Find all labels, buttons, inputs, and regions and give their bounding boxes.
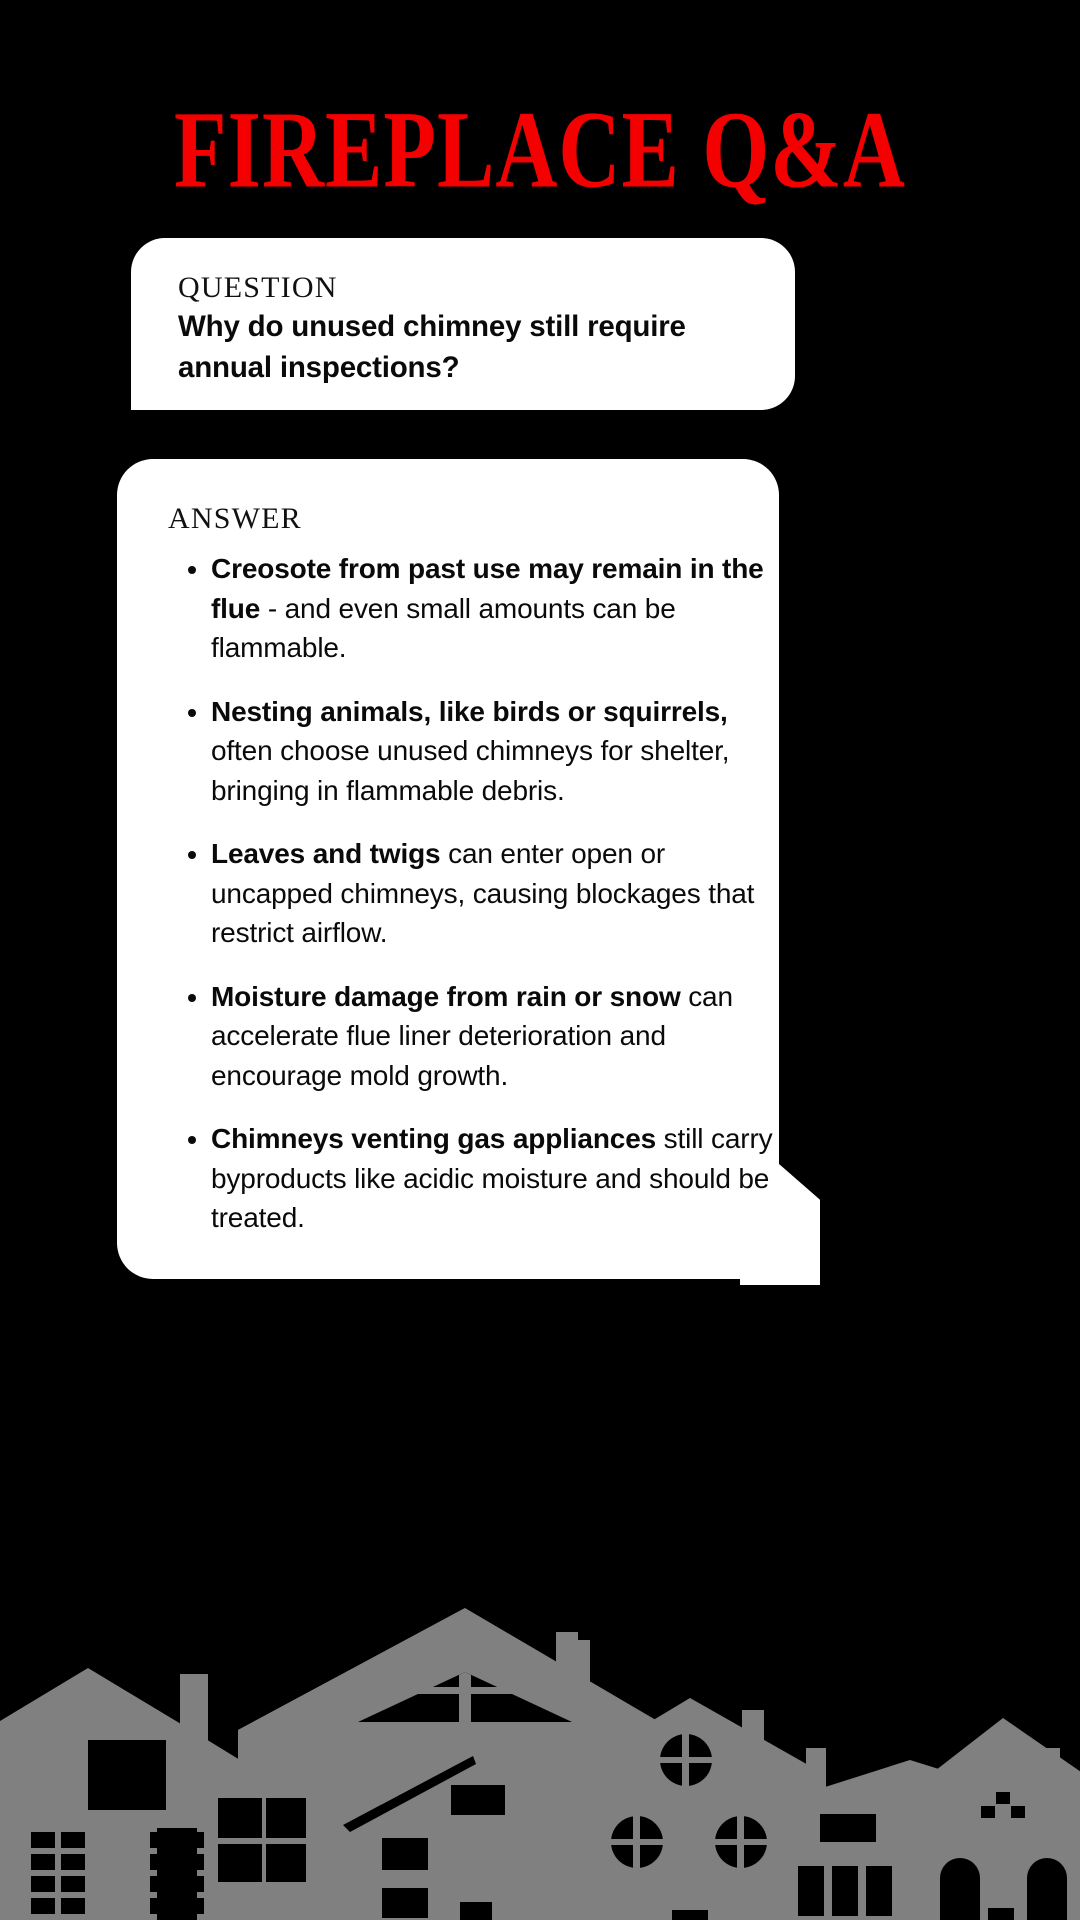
list-item xyxy=(175,834,775,953)
bullet-rest: often choose unused chimneys for shelter, bringing in flammable debris. xyxy=(211,735,730,806)
list-item xyxy=(175,692,775,811)
answer-label: ANSWER xyxy=(168,502,302,535)
bullet-lead: Leaves and twigs xyxy=(211,838,441,869)
page-title: FIREPLACE Q&A xyxy=(173,88,907,211)
answer-bullet-list xyxy=(175,549,775,1238)
bullet-lead: Moisture damage from rain or snow xyxy=(211,980,681,1012)
list-item xyxy=(175,1119,775,1238)
house-left xyxy=(0,1668,240,1920)
bullet-rest: can enter open or uncapped chimneys, causing blockages that restrict airflow. xyxy=(211,838,755,948)
bullet-lead: Creosote from past use may remain in the flue xyxy=(211,553,764,624)
bullet-lead: Chimneys venting gas appliances xyxy=(211,1123,657,1154)
house-background-shapes xyxy=(512,1780,560,1920)
answer-card xyxy=(117,459,779,1279)
bullet-rest: can accelerate flue liner deterioration and encourage mold growth. xyxy=(211,980,733,1091)
list-item xyxy=(175,977,775,1096)
question-label: QUESTION xyxy=(178,271,338,304)
question-text: Why do unused chimney still require annual inspections? xyxy=(178,310,686,384)
bullet-lead: Nesting animals, like birds or squirrels, xyxy=(211,695,728,727)
question-card xyxy=(131,238,795,410)
bullet-rest: - and even small amounts can be flammable. xyxy=(211,592,676,663)
bullet-rest: still carry byproducts like acidic moisture and should be treated. xyxy=(211,1123,773,1233)
house-skyline-silhouette-icon xyxy=(0,1570,1080,1920)
list-item xyxy=(175,549,775,668)
house-far-right xyxy=(900,1718,1080,1920)
